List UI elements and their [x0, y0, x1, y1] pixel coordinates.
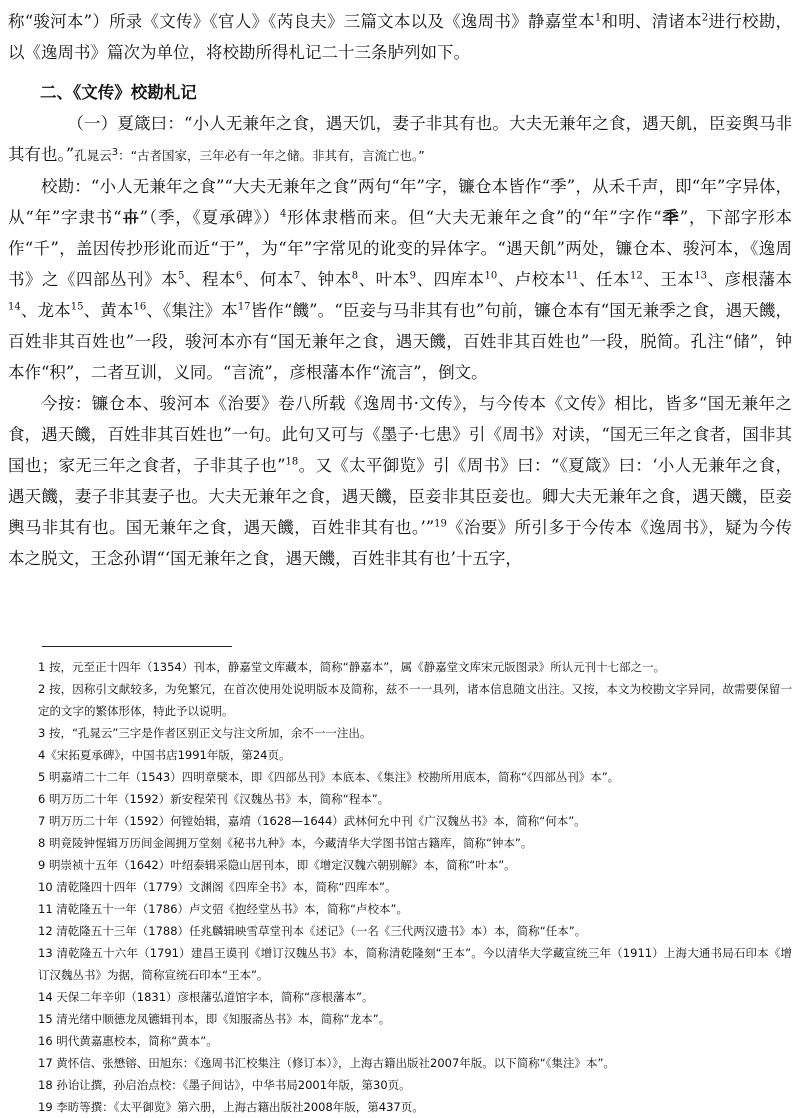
footnote-ref[interactable]: 10: [484, 270, 498, 282]
classic-quote: [8, 108, 792, 171]
text-run: 、卢校本: [497, 270, 566, 289]
text-run: 校勘：“小人无兼年之食”“大夫无兼年之食”两句“年”字，镰仓本皆作“季”，从禾千声，即“年”字异体，从“年”字隶书“: [8, 177, 792, 227]
text-run: 、黄本: [83, 301, 134, 320]
footnote-ref[interactable]: 8: [351, 270, 359, 282]
text-run: ”（季，《夏承碑》）: [139, 208, 280, 227]
commentary-label: 孔晁云: [74, 148, 112, 163]
text-run: 、叶本: [358, 270, 410, 289]
variant-glyph: 秊: [661, 208, 680, 227]
text-run: 、何本: [242, 270, 294, 289]
text-run: 、四库本: [415, 270, 485, 289]
intro-text: 进行校勘，以《逸周书》篇次为单位，将校勘所得札记二十三条胪列如下。: [8, 12, 793, 62]
text-run: 、任本: [578, 270, 631, 289]
intro-paragraph: [8, 6, 792, 68]
footnote-ref[interactable]: 18: [285, 456, 299, 468]
footnote: 15 清光绪中顺德龙凤镳辑刊本，即《知服斋丛书》本，简称“龙本”。: [38, 1012, 391, 1026]
footnote-ref[interactable]: 7: [293, 270, 301, 282]
commentary: [74, 148, 425, 163]
section-heading: 二、《文传》校勘札记: [40, 83, 197, 102]
footnote-ref[interactable]: 13: [694, 270, 708, 282]
body-text: [8, 6, 792, 574]
text-run: ”，下部字形本作“千”，盖因传抄形讹而近“于”，为“年”字常见的讹变的异体字。“遇天飢”两处，镰仓本、骏河本，《逸周书》之《四部丛刊》本: [8, 208, 793, 289]
footnotes: [8, 656, 792, 1118]
footnote-ref[interactable]: 15: [70, 301, 84, 313]
text-run: 、钟本: [300, 270, 352, 289]
footnote: 18 孙诒让撰，孙启治点校：《墨子间诂》，中华书局2001年版，第30页。: [38, 1078, 411, 1092]
footnote: 13 清乾隆五十六年（1791）建昌王谟刊《增订汉魏丛书》本，简称清乾隆刻“王本”。今以清华大学藏宣统三年（1911）上海大通书局石印本《增订汉魏丛书》为据，简称宣统石印本“王本”。: [38, 946, 792, 982]
text-run: 今按：镰仓本、骏河本《治要》卷八所载《逸周书·文传》，与今传本《文传》相比，皆多“国无兼年之食，遇天饑，百姓非其百姓也”一句。此句又可与《墨子·七患》引《周书》对读，“国无三年之食者，国非其国也；家无三年之食者，子非其子也”: [8, 394, 792, 475]
footnote: 16 明代黄嘉惠校本，简称“黄本”。: [38, 1034, 218, 1048]
text-run: 、彦根藩本: [707, 270, 793, 289]
footnote-ref[interactable]: 9: [409, 270, 416, 282]
footnote: 4《宋拓夏承碑》，中国书店1991年版，第24页。: [38, 748, 291, 762]
footnote: 8 明竟陵钟惺辑万历间金阊拥万堂刻《秘书九种》本，今藏清华大学图书馆古籍库，简称“钟本”。: [38, 836, 533, 850]
collation-paragraph: [8, 171, 792, 388]
footnote-ref[interactable]: 14: [8, 301, 21, 313]
footnote-ref[interactable]: 11: [565, 270, 579, 282]
footnote-ref[interactable]: 17: [237, 301, 251, 313]
intro-text: 称“骏河本”）所录《文传》《官人》《芮良夫》三篇文本以及《逸周书》静嘉堂本: [8, 12, 595, 31]
footnote: 7 明万历二十年（1592）何镗始辑，嘉靖（1628—1644）武林何允中刊《广汉魏丛书》本，简称“何本”。: [38, 814, 586, 828]
footnote-divider: [42, 646, 232, 647]
footnote: 6 明万历二十年（1592）新安程荣刊《汉魏丛书》本，简称“程本”。: [38, 792, 390, 806]
text-run: 《治要》所引多于今传本《逸周书》，疑为今传本之脱文，王念孙谓“‘国无兼年之食，遇天饑，百姓非其有也’十五字，: [8, 518, 792, 568]
intro-text: 和明、清诸本: [601, 12, 702, 31]
footnote: 2 按，因称引文献较多，为免繁冗，在首次使用处说明版本及简称，兹不一一具列，诸本信息随文出注。又按，本文为校勘文字异同，故需要保留一定的文字的繁体形体，特此予以说明。: [38, 682, 792, 718]
footnote: 10 清乾隆四十四年（1779）文渊阁《四库全书》本，简称“四库本”。: [38, 880, 397, 894]
footnote-ref[interactable]: 19: [434, 518, 447, 530]
analysis-paragraph: [8, 388, 792, 574]
footnote: 9 明崇祯十五年（1642）叶绍泰辑采隐山居刊本，即《增定汉魏六朝别解》本，简称“叶本”。: [38, 858, 516, 872]
footnote: 19 李昉等撰：《太平御览》第六册，上海古籍出版社2008年版，第437页。: [38, 1100, 424, 1114]
text-run: 皆作“饑”。“臣妾与马非其有也”句前，镰仓本有“国无兼季之食，遇天饑，百姓非其百姓也”一段，骏河本亦有“国无兼年之食，遇天饑，百姓非其百姓也”一段，脱简。孔注“储”，钟本作“积”，二者互训，义同。“言流”，彦根藩本作“流言”，倒文。: [8, 301, 793, 382]
footnote-ref[interactable]: 5: [178, 270, 185, 282]
footnote: 1 按，元至正十四年（1354）刊本，静嘉堂文库藏本，简称“静嘉本”，属《静嘉堂文库宋元版图录》所认元刊十七部之一。: [38, 660, 666, 674]
text-run: 、王本: [642, 270, 695, 289]
text-run: 、龙本: [20, 301, 71, 320]
footnote: 12 清乾隆五十三年（1788）任兆麟辑映雪草堂刊本《述记》（一名《三代两汉遗书》本）本，简称“任本”。: [38, 924, 587, 938]
footnote: 3 按，“孔晁云”三字是作者区别正文与注文所加，余不一一注出。: [38, 726, 372, 740]
footnote: 11 清乾隆五十一年（1786）卢文弨《抱经堂丛书》本，简称“卢校本”。: [38, 902, 408, 916]
footnote-ref[interactable]: 12: [630, 270, 643, 282]
footnote: 14 天保二年辛卯（1831）彦根藩弘道馆字本，简称“彦根藩本”。: [38, 990, 374, 1004]
footnote-ref[interactable]: 3: [111, 146, 119, 158]
quote-text: （一）夏箴曰：“小人无兼年之食，遇天饥，妻子非其有也。大夫无兼年之食，遇天飢，臣妾舆马非其有也。”: [8, 114, 792, 164]
text-run: 形体隶楷而来。但“大夫无兼年之食”的“年”字作“: [286, 208, 662, 227]
commentary-text: ：“古者国家，三年必有一年之储。非其有，言流亡也。”: [118, 148, 425, 163]
footnote: 5 明嘉靖二十二年（1543）四明章檗本，即《四部丛刊》本底本、《集注》校勘所用底本，简称“《四部丛刊》本”。: [38, 770, 620, 784]
footnote-ref[interactable]: 1: [594, 12, 602, 24]
variant-glyph: 𠦃: [121, 208, 140, 227]
footnote-ref[interactable]: 4: [279, 208, 287, 220]
text-run: 、程本: [184, 270, 236, 289]
text-run: 、《集注》本: [146, 301, 238, 320]
footnote-ref[interactable]: 2: [701, 12, 709, 24]
footnote-ref[interactable]: 6: [235, 270, 243, 282]
footnote-ref[interactable]: 16: [133, 301, 147, 313]
footnote: 17 黄怀信、张懋镕、田旭东：《逸周书汇校集注（修订本）》，上海古籍出版社2007年版。以下简称“《集注》本”。: [38, 1056, 615, 1070]
text-run: 。又《太平御览》引《周书》曰：“《夏箴》曰：‘小人无兼年之食，遇天饑，妻子非其妻子也。大夫无兼年之食，遇天饑，臣妾非其臣妾也。卿大夫无兼年之食，遇天饑，臣妾輿马非其有也。国无兼年之食，遇天饑，百姓非其有也。’”: [8, 456, 793, 537]
